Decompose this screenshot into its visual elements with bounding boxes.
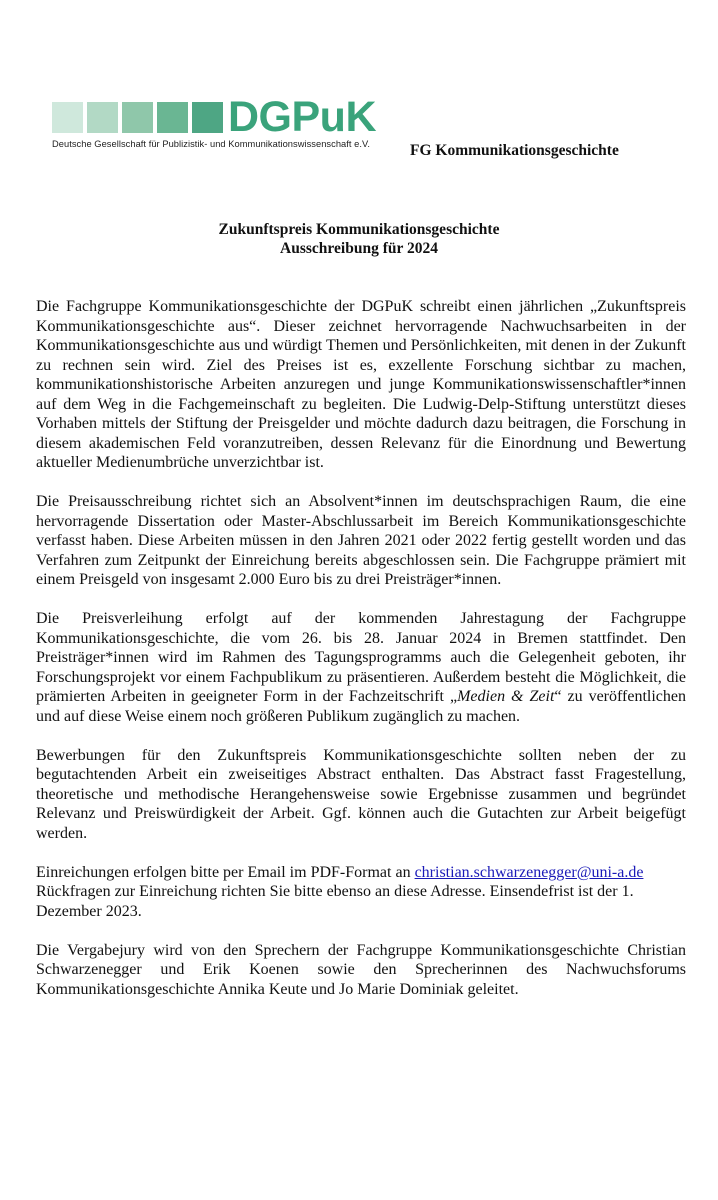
section-group-title: FG Kommunikationsgeschichte	[410, 142, 619, 159]
logo-square-4	[157, 102, 188, 133]
logo-wordmark: DGPuK	[228, 93, 376, 141]
title-line-1: Zukunftspreis Kommunikationsgeschichte	[218, 221, 500, 238]
journal-name: Medien & Zeit	[457, 688, 555, 705]
paragraph-application: Bewerbungen für den Zukunftspreis Kommunikationsgeschichte sollten neben der zu begutachtenden Arbeit ein zweiseitiges Abstract enthalten. Das Abstract fasst Fragestellung, theoretische und methodische Herangehensweise sowie Ergebnisse zusammen und begründet Relevanz und Preiswürdigkeit der Arbeit. Ggf. können auch die Gutachten zur Arbeit beigefügt werden.	[36, 746, 686, 842]
logo-square-3	[122, 102, 153, 133]
paragraph-jury: Die Vergabejury wird von den Sprechern der Fachgruppe Kommunikationsgeschichte Christian Schwarzenegger und Erik Koenen sowie den Sprecherinnen des Nachwuchsforums Kommunikationsgeschichte Annika Keute und Jo Marie Dominiak geleitet.	[36, 941, 686, 998]
submission-text-end: Rückfragen zur Einreichung richten Sie bitte ebenso an diese Adresse. Einsendefrist ist der 1. Dezember 2023.	[36, 883, 634, 920]
logo-subtitle: Deutsche Gesellschaft für Publizistik- und Kommunikationswissenschaft e.V.	[52, 139, 371, 149]
submission-text-start: Einreichungen erfolgen bitte per Email im PDF-Format an	[36, 863, 415, 881]
logo-mark	[52, 93, 376, 141]
award-text-end: “ zu veröffentlichen und auf diese Weise einem noch größeren Publikum zugänglich zu machen.	[36, 688, 687, 725]
logo-square-5	[192, 102, 223, 133]
dgpuk-logo	[52, 93, 376, 149]
paragraph-award-ceremony	[36, 609, 686, 726]
document-body	[36, 297, 686, 1019]
email-link[interactable]: christian.schwarzenegger@uni-a.de	[414, 863, 644, 881]
logo-square-1	[52, 102, 83, 133]
paragraph-submission	[36, 863, 686, 922]
title-line-2: Ausschreibung für 2024	[280, 240, 438, 257]
logo-square-2	[87, 102, 118, 133]
award-text-start: Die Preisverleihung erfolgt auf der kommenden Jahrestagung der Fachgruppe Kommunikationsgeschichte, die vom 26. bis 28. Januar 2024 in Bremen stattfindet. Den Preisträger*innen wird im Rahmen des Tagungsprogramms auch die Gelegenheit geboten, ihr Forschungsprojekt vor einem Fachpublikum zu präsentieren. Außerdem besteht die Möglichkeit, die prämierten Arbeiten in geeigneter Form in der Fachzeitschrift „	[36, 610, 686, 705]
paragraph-intro: Die Fachgruppe Kommunikationsgeschichte der DGPuK schreibt einen jährlichen „Zukunftspreis Kommunikationsgeschichte aus“. Dieser zeichnet hervorragende Nachwuchsarbeiten in der Kommunikationsgeschichte aus und würdigt Themen und Persönlichkeiten, mit denen in der Zukunft zu rechnen sein wird. Ziel des Preises ist es, exzellente Forschung sichtbar zu machen, kommunikationshistorische Arbeiten anzuregen und junge Kommunikationswissenschaftler*innen auf dem Weg in die Fachgemeinschaft zu begleiten. Die Ludwig-Delp-Stiftung unterstützt dieses Vorhaben mittels der Stiftung der Preisgelder und möchte dadurch dazu beitragen, die Forschung in diesem akademischen Feld voranzutreiben, dessen Relevanz für die Einordnung und Bewertung aktueller Medienumbrüche unverzichtbar ist.	[36, 298, 686, 471]
document-title	[0, 220, 718, 258]
paragraph-eligibility: Die Preisausschreibung richtet sich an Absolvent*innen im deutschsprachigen Raum, die eine hervorragende Dissertation oder Master-Abschlussarbeit im Bereich Kommunikationsgeschichte verfasst haben. Diese Arbeiten müssen in den Jahren 2021 oder 2022 fertig gestellt worden und das Verfahren zum Zeitpunkt der Einreichung bereits abgeschlossen sein. Die Fachgruppe prämiert mit einem Preisgeld von insgesamt 2.000 Euro bis zu drei Preisträger*innen.	[36, 493, 686, 588]
